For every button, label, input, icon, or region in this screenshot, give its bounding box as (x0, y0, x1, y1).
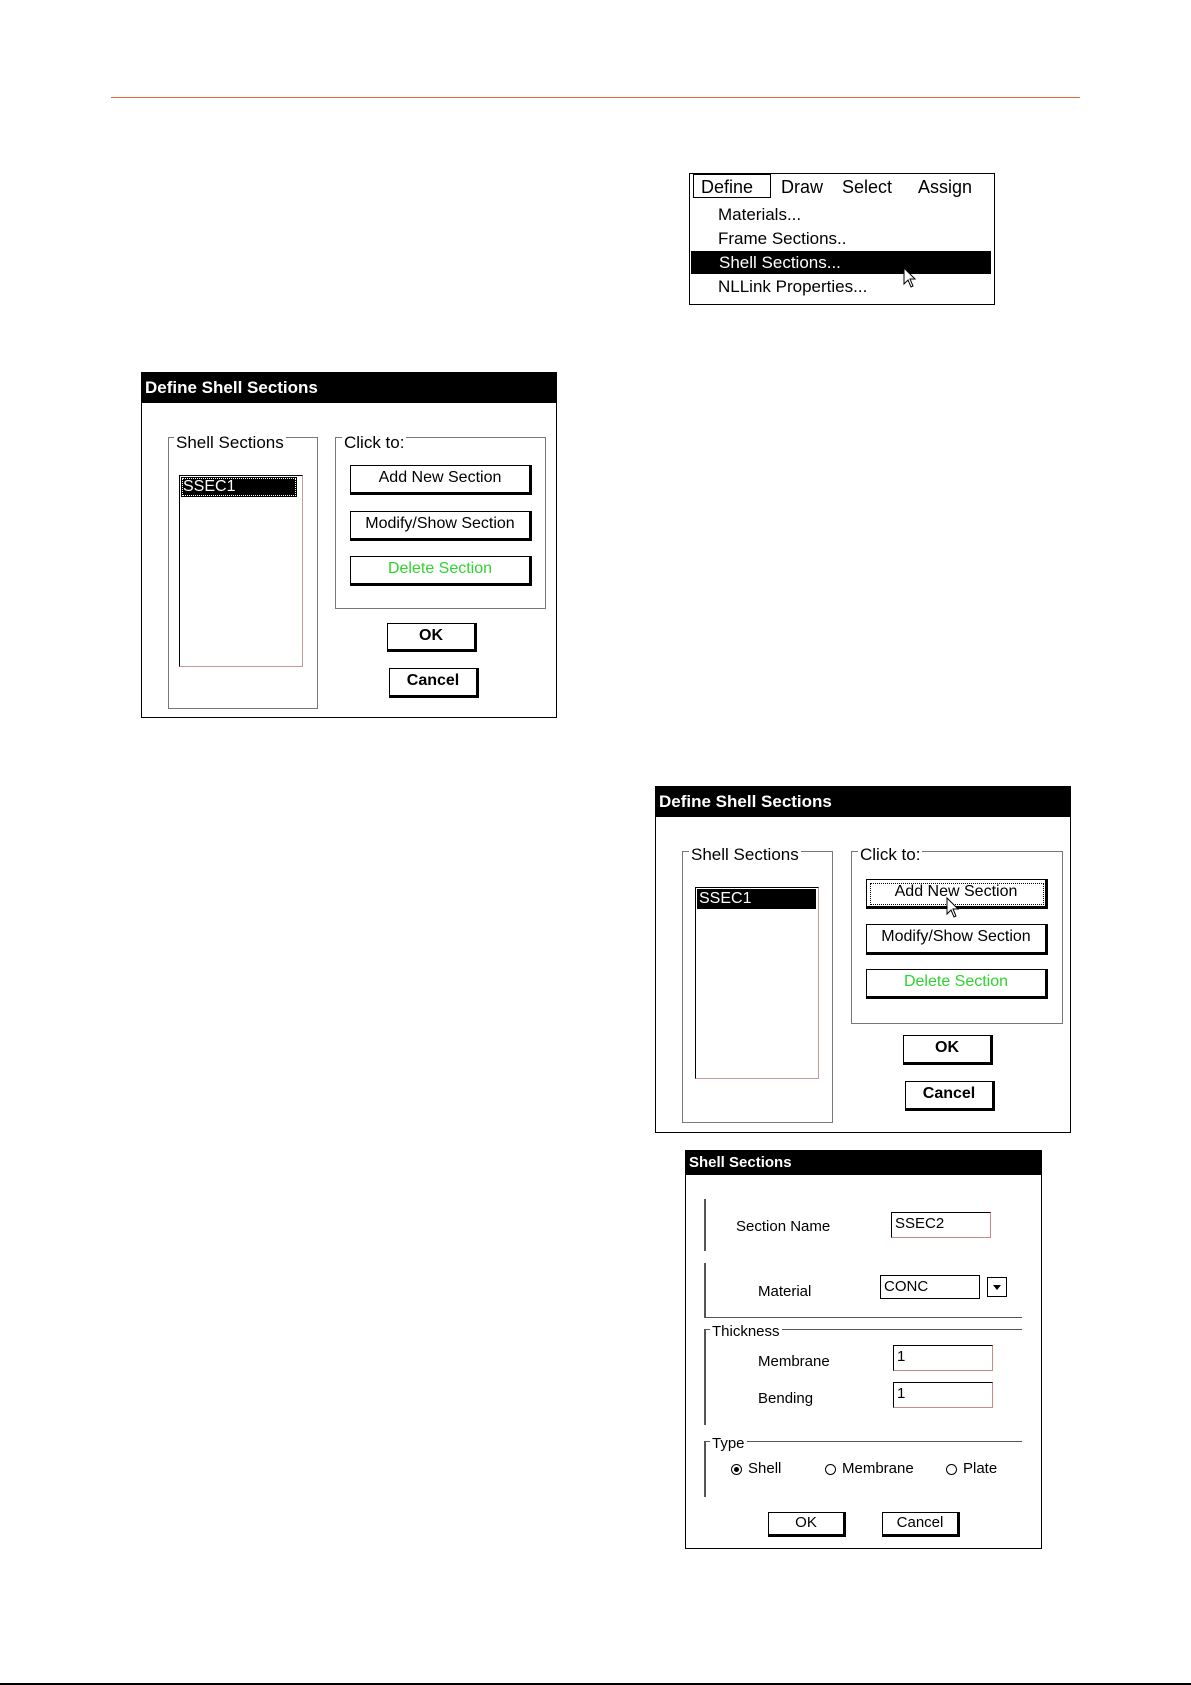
thickness-group-line (704, 1329, 706, 1425)
shell-sections-dialog (685, 1150, 1042, 1549)
click-to-group-label: Click to: (344, 433, 405, 452)
menu-define[interactable]: Define (693, 174, 771, 198)
delete-section-button[interactable]: Delete Section (350, 556, 532, 586)
bending-thickness-input[interactable]: 1 (893, 1382, 993, 1408)
define-shell-sections-dialog (141, 372, 557, 718)
type-plate-radio[interactable] (946, 1464, 957, 1475)
define-shell-sections-dialog-2 (655, 786, 1071, 1133)
ok-button[interactable]: OK (903, 1035, 993, 1065)
cancel-button[interactable]: Cancel (905, 1081, 995, 1111)
section-name-label: Section Name (736, 1218, 831, 1235)
click-to-group-label: Click to: (860, 845, 921, 864)
dialog-title: Shell Sections (686, 1151, 1041, 1175)
list-item-ssec1[interactable]: SSEC1 (697, 889, 816, 909)
type-plate-label: Plate (963, 1460, 998, 1477)
material-group-bottom (704, 1317, 1022, 1318)
membrane-label: Membrane (758, 1353, 830, 1370)
bending-label: Bending (758, 1390, 814, 1407)
dialog-title: Define Shell Sections (656, 787, 1070, 817)
chevron-down-icon (988, 1278, 1006, 1296)
list-item-ssec1[interactable]: SSEC1 (181, 477, 297, 497)
menu-assign[interactable]: Assign (918, 177, 973, 197)
shell-sections-list[interactable] (179, 475, 303, 667)
mouse-pointer-icon (903, 267, 917, 289)
shell-sections-group-label: Shell Sections (691, 845, 799, 864)
type-membrane-radio[interactable] (825, 1464, 836, 1475)
material-label: Material (758, 1283, 812, 1300)
shell-sections-group-label: Shell Sections (176, 433, 284, 452)
menu-select[interactable]: Select (842, 177, 893, 197)
menu-item-nllink-properties[interactable]: NLLink Properties... (718, 277, 868, 296)
header-rule (111, 97, 1080, 98)
modify-show-section-button[interactable]: Modify/Show Section (350, 511, 532, 541)
type-group-top (704, 1441, 1022, 1442)
menu-item-materials[interactable]: Materials... (718, 205, 802, 224)
type-group-label: Type (712, 1435, 745, 1452)
menu-item-frame-sections[interactable]: Frame Sections.. (718, 229, 847, 248)
mouse-pointer-icon (946, 897, 960, 919)
cancel-button[interactable]: Cancel (389, 668, 479, 698)
add-new-section-button[interactable]: Add New Section (866, 879, 1048, 909)
material-select[interactable]: CONC (880, 1275, 980, 1299)
menu-item-shell-sections[interactable]: Shell Sections... (691, 251, 991, 274)
material-group-line (704, 1263, 706, 1317)
ok-button[interactable]: OK (768, 1512, 846, 1537)
section-name-group-line (704, 1199, 706, 1251)
define-menu (689, 173, 995, 305)
menubar (690, 174, 994, 200)
delete-section-button[interactable]: Delete Section (866, 969, 1048, 999)
membrane-thickness-input[interactable]: 1 (893, 1345, 993, 1371)
type-shell-label: Shell (748, 1460, 782, 1477)
ok-button[interactable]: OK (387, 623, 477, 652)
add-new-section-button[interactable]: Add New Section (350, 465, 532, 495)
type-group-line (704, 1441, 706, 1497)
dialog-title: Define Shell Sections (142, 373, 556, 403)
type-membrane-label: Membrane (842, 1460, 914, 1477)
thickness-group-label: Thickness (712, 1323, 780, 1340)
cancel-button[interactable]: Cancel (882, 1512, 960, 1537)
menu-draw[interactable]: Draw (781, 177, 824, 197)
material-dropdown-button[interactable] (987, 1277, 1007, 1297)
section-name-input[interactable]: SSEC2 (891, 1212, 991, 1238)
shell-sections-list[interactable] (695, 887, 819, 1079)
type-shell-radio[interactable] (731, 1464, 742, 1475)
modify-show-section-button[interactable]: Modify/Show Section (866, 924, 1048, 955)
